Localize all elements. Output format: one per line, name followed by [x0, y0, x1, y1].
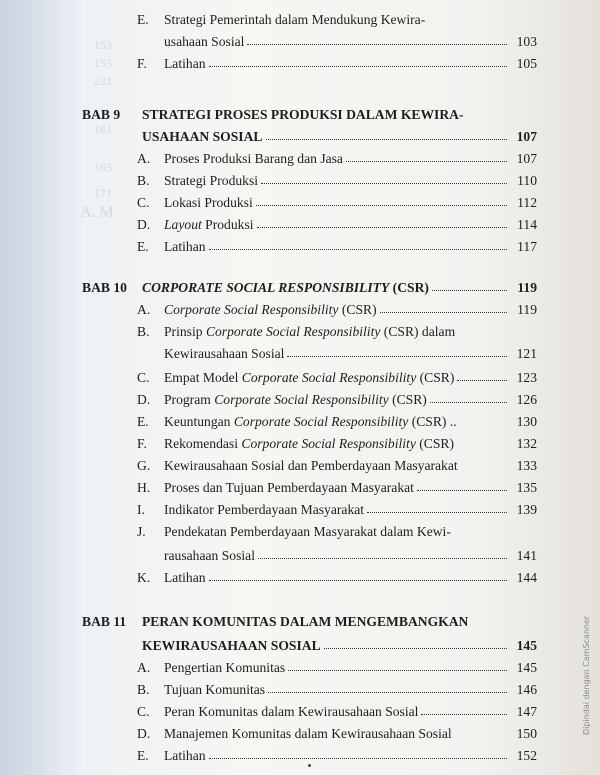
bleed-text: 153 [94, 56, 112, 70]
toc-entry [0, 366, 600, 390]
entry-title [142, 280, 429, 296]
toc-entry [0, 298, 600, 322]
title-part: Rekomendasi [164, 436, 242, 451]
toc-entry [0, 432, 600, 456]
page-number: 103 [516, 34, 537, 49]
title-part: Corporate Social Responsibility [233, 414, 409, 429]
page-number: 105 [516, 56, 537, 71]
toc-entry [0, 30, 600, 54]
title-part: Latihan [164, 239, 206, 254]
entry-title [164, 56, 206, 72]
entry-title [164, 502, 364, 518]
entry-letter: E. [137, 239, 149, 254]
entry-letter: I. [137, 502, 145, 517]
chapter-label: BAB 11 [82, 614, 127, 629]
entry-letter: D. [137, 217, 151, 232]
dot-leader [367, 512, 507, 513]
page-number: 145 [516, 638, 537, 653]
entry-letter: H. [137, 480, 151, 495]
dot-leader [288, 670, 507, 671]
page-number: 135 [516, 480, 537, 495]
page-number: 107 [516, 151, 537, 166]
page-number: 130 [516, 414, 537, 429]
toc-entry [0, 544, 600, 568]
entry-letter: A. [137, 302, 151, 317]
page-number: 112 [517, 195, 537, 210]
entry-title [164, 480, 414, 496]
title-part: Peran Komunitas dalam Kewirausahaan Sosial [164, 704, 419, 719]
entry-letter: F. [137, 56, 147, 71]
page-number: 152 [516, 748, 537, 763]
entry-letter: C. [137, 704, 150, 719]
entry-title [164, 12, 425, 28]
title-part: Kewirausahaan Sosial [164, 346, 285, 361]
toc-entry [0, 191, 600, 215]
toc-entry [0, 320, 600, 344]
entry-letter: J. [137, 524, 146, 539]
toc-entry [0, 52, 600, 76]
title-part: Manajemen Komunitas dalam Kewirausahaan Sosial [164, 726, 452, 741]
page-number: 141 [516, 548, 537, 563]
page-number: 145 [516, 660, 537, 675]
title-part: Kewirausahaan Sosial dan Pemberdayaan Masyarakat [164, 458, 458, 473]
chapter-line [0, 125, 600, 149]
entry-title [164, 524, 451, 540]
page-number: 119 [517, 302, 537, 317]
toc-entry [0, 235, 600, 259]
entry-letter: C. [137, 370, 150, 385]
dot-leader [287, 356, 507, 357]
dot-leader [432, 290, 507, 291]
entry-title [164, 173, 258, 189]
entry-title [164, 324, 455, 340]
page-number: 110 [517, 173, 537, 188]
page-number: 121 [516, 346, 537, 361]
bleed-text: A. M [80, 204, 114, 221]
title-part: Program [164, 392, 215, 407]
dot-leader [256, 205, 507, 206]
title-part: Produksi [201, 217, 254, 232]
bleed-text: 171 [94, 186, 112, 200]
page-number: 114 [517, 217, 537, 232]
page-number: 150 [516, 726, 537, 741]
entry-title [164, 436, 454, 452]
toc-entry [0, 342, 600, 366]
entry-title [164, 704, 418, 720]
title-part: Corporate Social Responsibility [164, 302, 339, 317]
dot-leader [380, 312, 507, 313]
entry-title [142, 107, 464, 123]
dot-leader [417, 490, 507, 491]
entry-letter: E. [137, 414, 149, 429]
title-part: Corporate Social Responsibility [205, 324, 381, 339]
dot-leader [421, 714, 507, 715]
bleed-text: 163 [94, 160, 112, 174]
entry-title [164, 195, 253, 211]
title-part: Latihan [164, 748, 206, 763]
entry-title [164, 660, 285, 676]
entry-title [142, 638, 321, 654]
title-part: (CSR) .. [408, 414, 457, 429]
scanner-watermark: Dipindai dengan CamScanner [582, 615, 591, 735]
page-number: 146 [516, 682, 537, 697]
page-number: 144 [516, 570, 537, 585]
toc-entry [0, 520, 600, 544]
title-part: Latihan [164, 570, 206, 585]
entry-title [142, 614, 468, 630]
toc-entry [0, 213, 600, 237]
title-part: Prinsip [164, 324, 206, 339]
dot-leader [268, 692, 507, 693]
page-number: 123 [516, 370, 537, 385]
entry-title [164, 570, 206, 586]
entry-letter: B. [137, 173, 150, 188]
bleed-text: 221 [94, 74, 112, 88]
entry-letter: D. [137, 392, 151, 407]
bleed-text: 153 [94, 38, 112, 52]
toc-entry [0, 656, 600, 680]
title-part: Tujuan Komunitas [164, 682, 266, 697]
page-number: 119 [517, 280, 537, 295]
title-part: (CSR) [416, 370, 455, 385]
toc-entry [0, 678, 600, 702]
title-part: Indikator Pemberdayaan Masyarakat [164, 502, 365, 517]
toc-entry [0, 476, 600, 500]
page-number: 139 [516, 502, 537, 517]
title-part: Empat Model [164, 370, 242, 385]
toc-entry [0, 147, 600, 171]
entry-letter: G. [137, 458, 151, 473]
title-part: CORPORATE SOCIAL RESPONSIBILITY [142, 280, 390, 295]
entry-title [164, 548, 255, 564]
entry-title [164, 217, 254, 233]
entry-title [164, 392, 427, 408]
title-part: Proses Produksi Barang dan Jasa [164, 151, 343, 166]
title-part: PERAN KOMUNITAS DALAM MENGEMBANGKAN [142, 614, 469, 629]
page-number: 117 [517, 239, 537, 254]
title-part: (CSR) dalam [380, 324, 456, 339]
title-part: rausahaan Sosial [164, 548, 255, 563]
bleed-text: 161 [94, 122, 112, 136]
entry-letter: E. [137, 748, 149, 763]
title-part: USAHAAN SOSIAL [142, 129, 263, 144]
entry-title [164, 34, 244, 50]
toc-entry [0, 410, 600, 434]
title-part: Pendekatan Pemberdayaan Masyarakat dalam Kewi- [164, 524, 451, 539]
title-part: usahaan Sosial [164, 34, 245, 49]
toc-entry [0, 8, 600, 32]
page-number: 133 [516, 458, 537, 473]
title-part: (CSR) [338, 302, 377, 317]
entry-letter: A. [137, 151, 151, 166]
title-part: Proses dan Tujuan Pemberdayaan Masyarakat [164, 480, 414, 495]
entry-letter: C. [137, 195, 150, 210]
title-part: (CSR) [415, 436, 455, 451]
title-part: Corporate Social Responsibility [214, 392, 389, 407]
toc-entry [0, 498, 600, 522]
entry-letter: E. [137, 12, 149, 27]
page-number: 132 [516, 436, 537, 451]
toc-entry [0, 388, 600, 412]
dot-leader [257, 227, 507, 228]
entry-title [164, 239, 206, 255]
toc-entry [0, 169, 600, 193]
page-number: 107 [516, 129, 537, 144]
entry-title [164, 726, 452, 742]
entry-letter: D. [137, 726, 151, 741]
dot-leader [209, 249, 507, 250]
page-number: 126 [516, 392, 537, 407]
entry-letter: A. [137, 660, 151, 675]
dot-leader [247, 44, 507, 45]
chapter-line [0, 634, 600, 658]
chapter-line [0, 276, 600, 300]
title-part: Lokasi Produksi [164, 195, 253, 210]
title-part: KEWIRAUSAHAAN SOSIAL [142, 638, 321, 653]
title-part: (CSR) [389, 280, 429, 295]
title-part: Strategi Produksi [164, 173, 259, 188]
entry-title [164, 458, 458, 474]
entry-letter: K. [137, 570, 151, 585]
title-part: Corporate Social Responsibility [241, 370, 417, 385]
page-number: 147 [516, 704, 537, 719]
title-part: (CSR) [388, 392, 427, 407]
chapter-line [0, 610, 600, 634]
toc-entry [0, 566, 600, 590]
entry-title [164, 151, 343, 167]
dot-leader [324, 648, 507, 649]
entry-title [164, 370, 454, 386]
dot-leader [457, 380, 507, 381]
title-part: Corporate Social Responsibility [241, 436, 416, 451]
page-mark [308, 764, 311, 767]
dot-leader [430, 402, 507, 403]
toc-entry [0, 700, 600, 724]
dot-leader [261, 183, 507, 184]
toc-entry [0, 454, 600, 478]
dot-leader [266, 139, 508, 140]
chapter-label: BAB 10 [82, 280, 127, 295]
dot-leader [258, 558, 507, 559]
title-part: Layout [164, 217, 202, 232]
dot-leader [209, 758, 507, 759]
entry-letter: B. [137, 324, 150, 339]
entry-title [142, 129, 263, 145]
entry-title [164, 682, 265, 698]
title-part: Keuntungan [164, 414, 234, 429]
entry-letter: F. [137, 436, 147, 451]
dot-leader [346, 161, 507, 162]
toc-entry [0, 744, 600, 768]
chapter-label: BAB 9 [82, 107, 121, 122]
entry-title [164, 414, 457, 430]
title-part: Pengertian Komunitas [164, 660, 286, 675]
title-part: STRATEGI PROSES PRODUKSI DALAM KEWIRA- [142, 107, 464, 122]
chapter-line [0, 103, 600, 127]
entry-title [164, 748, 206, 764]
entry-title [164, 346, 284, 362]
dot-leader [209, 66, 507, 67]
title-part: Latihan [164, 56, 206, 71]
entry-title [164, 302, 377, 318]
title-part: Strategi Pemerintah dalam Mendukung Kewira- [164, 12, 426, 27]
entry-letter: B. [137, 682, 150, 697]
dot-leader [209, 580, 507, 581]
